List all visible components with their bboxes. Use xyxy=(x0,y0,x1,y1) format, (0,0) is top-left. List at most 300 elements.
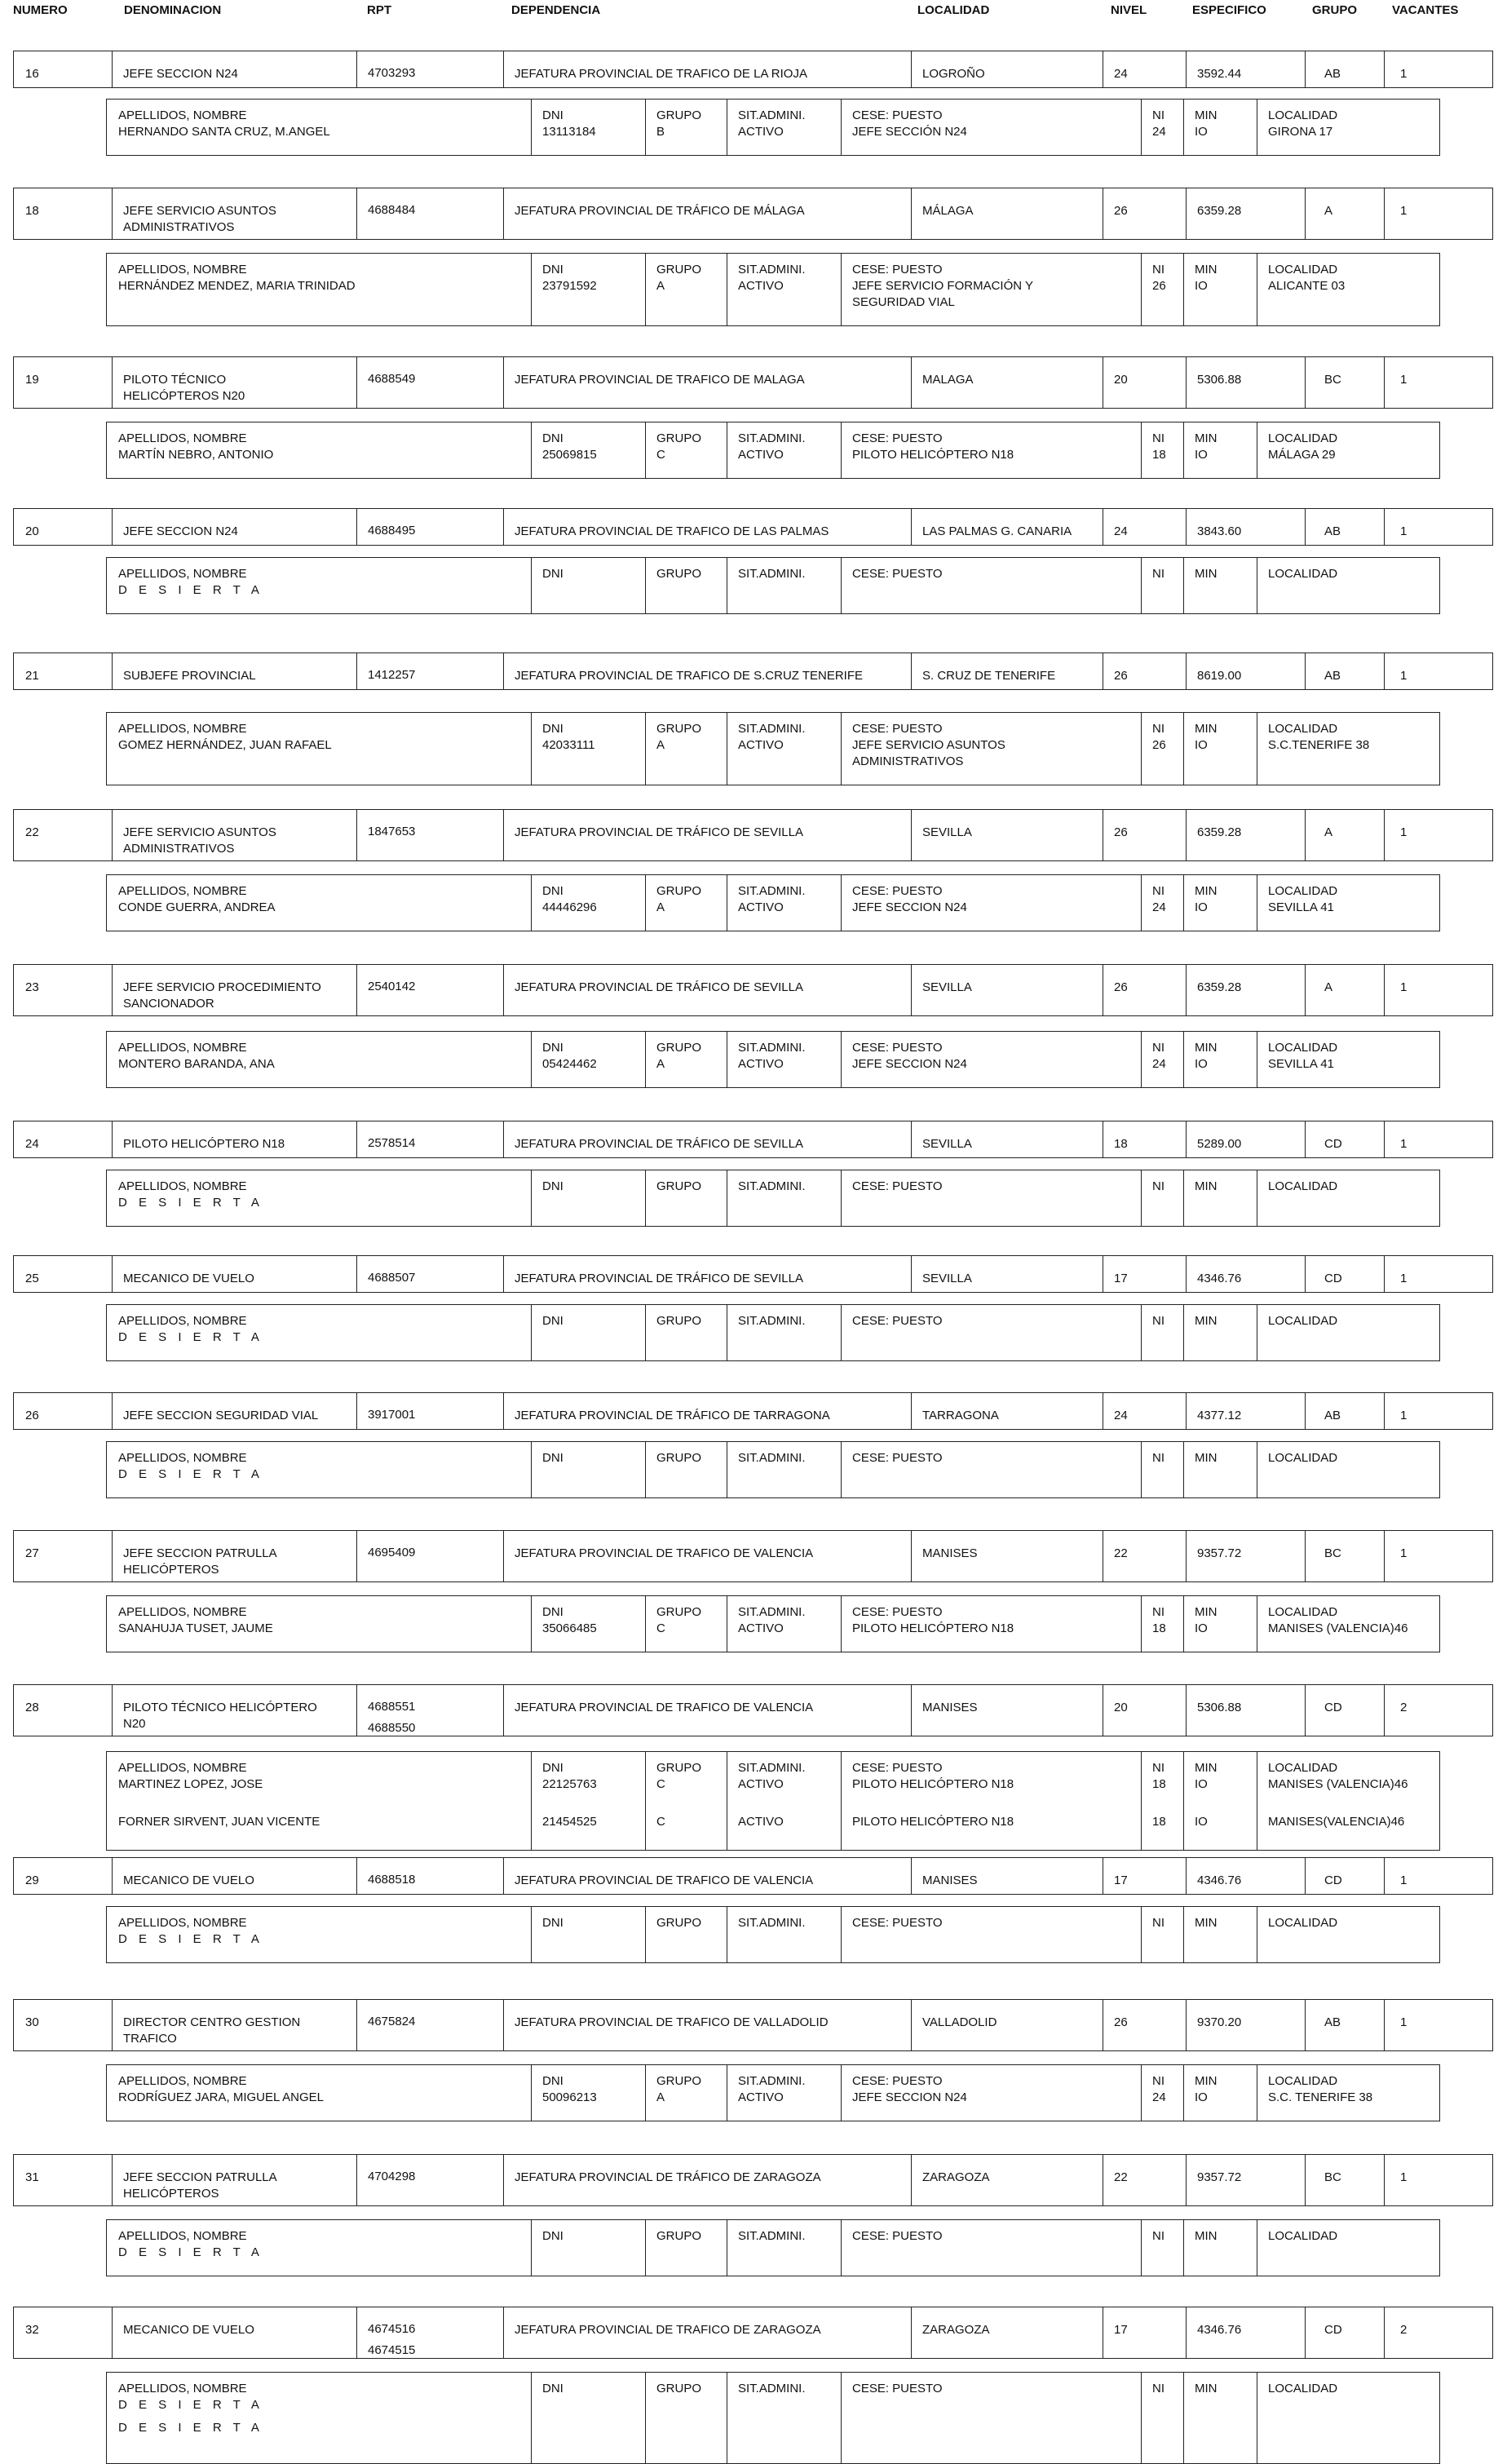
occupant-min: IO xyxy=(1195,738,1208,752)
position-grupo: AB xyxy=(1324,669,1341,683)
column-divider xyxy=(531,2065,532,2121)
column-divider xyxy=(911,188,912,239)
position-rpt: 4695409 xyxy=(368,1546,416,1559)
occupant-grupo: A xyxy=(656,279,665,293)
occ-header-sit: SIT.ADMINI. xyxy=(738,108,806,122)
position-rpt: 4688549 xyxy=(368,372,416,386)
position-especifico: 4346.76 xyxy=(1197,1873,1242,1887)
occupant-box xyxy=(106,1170,1440,1227)
position-dependencia: JEFATURA PROVINCIAL DE TRAFICO DE LA RIOJA xyxy=(515,67,807,81)
position-dependencia: JEFATURA PROVINCIAL DE TRÁFICO DE SEVILLA xyxy=(515,825,803,839)
occ-header-cese: CESE: PUESTO xyxy=(852,1314,943,1328)
position-number: 27 xyxy=(25,1546,39,1560)
header-vacantes: VACANTES xyxy=(1392,3,1459,17)
occ-header-min: MIN xyxy=(1195,1179,1218,1193)
position-grupo: AB xyxy=(1324,2015,1341,2029)
occ-header-localidad: LOCALIDAD xyxy=(1268,1314,1338,1328)
column-divider xyxy=(531,1442,532,1497)
occ-header-sit: SIT.ADMINI. xyxy=(738,2229,806,2243)
occ-header-grupo: GRUPO xyxy=(656,1761,702,1775)
occupant-name: SANAHUJA TUSET, JAUME xyxy=(118,1621,273,1635)
occupant-name: CONDE GUERRA, ANDREA xyxy=(118,900,276,914)
position-rpt: 4688507 xyxy=(368,1271,416,1285)
column-divider xyxy=(911,2155,912,2205)
position-dependencia: JEFATURA PROVINCIAL DE TRAFICO DE ZARAGOZA xyxy=(515,2323,821,2337)
occ-header-ni: NI xyxy=(1152,2229,1164,2243)
column-divider xyxy=(911,965,912,1015)
occ-header-grupo: GRUPO xyxy=(656,1041,702,1055)
occ-header-ni: NI xyxy=(1152,1916,1164,1930)
position-vacantes: 1 xyxy=(1400,669,1408,683)
occupant-cese: JEFE SECCION N24 xyxy=(852,900,967,914)
occ-header-apellidos: APELLIDOS, NOMBRE xyxy=(118,108,247,122)
occupant-box xyxy=(106,1441,1440,1498)
occ-header-min: MIN xyxy=(1195,884,1218,898)
position-denominacion: DIRECTOR CENTRO GESTION TRAFICO xyxy=(123,2015,301,2046)
occupant-sit: ACTIVO xyxy=(738,1815,784,1829)
column-divider xyxy=(911,1256,912,1292)
column-divider xyxy=(841,1170,842,1226)
position-row xyxy=(13,1857,1493,1895)
occupant-localidad: MANISES(VALENCIA)46 xyxy=(1268,1815,1405,1829)
occ-header-min: MIN xyxy=(1195,1041,1218,1055)
position-especifico: 4346.76 xyxy=(1197,2323,1242,2337)
occupant-ni: 26 xyxy=(1152,738,1166,752)
position-rpt: 4674516 4674515 xyxy=(368,2322,416,2357)
position-number: 18 xyxy=(25,204,39,218)
occ-header-dni: DNI xyxy=(542,1451,563,1465)
position-vacantes: 1 xyxy=(1400,2015,1408,2029)
occ-header-dni: DNI xyxy=(542,263,563,276)
occ-header-sit: SIT.ADMINI. xyxy=(738,1761,806,1775)
position-denominacion: JEFE SECCION SEGURIDAD VIAL xyxy=(123,1409,319,1422)
occupant-desierta: D E S I E R T A xyxy=(118,583,263,597)
position-row xyxy=(13,1999,1493,2051)
position-nivel: 24 xyxy=(1114,1409,1128,1422)
column-divider xyxy=(911,1531,912,1581)
position-especifico: 4377.12 xyxy=(1197,1409,1242,1422)
occ-header-min: MIN xyxy=(1195,1761,1218,1775)
occ-header-min: MIN xyxy=(1195,567,1218,581)
position-localidad: LAS PALMAS G. CANARIA xyxy=(922,524,1072,538)
occupant-cese: JEFE SERVICIO FORMACIÓN Y SEGURIDAD VIAL xyxy=(852,279,1033,309)
column-divider xyxy=(1305,51,1306,87)
position-row xyxy=(13,2307,1493,2359)
occupant-min: IO xyxy=(1195,1621,1208,1635)
position-nivel: 24 xyxy=(1114,67,1128,81)
position-rpt: 4688518 xyxy=(368,1873,416,1887)
position-nivel: 24 xyxy=(1114,524,1128,538)
header-grupo: GRUPO xyxy=(1312,3,1358,17)
occ-header-cese: CESE: PUESTO xyxy=(852,1916,943,1930)
header-rpt: RPT xyxy=(367,3,391,17)
column-divider xyxy=(503,1393,504,1429)
occ-header-apellidos: APELLIDOS, NOMBRE xyxy=(118,1916,247,1930)
column-divider xyxy=(1186,188,1187,239)
occupant-sit: ACTIVO xyxy=(738,1777,784,1791)
occ-header-grupo: GRUPO xyxy=(656,108,702,122)
occupant-name: FORNER SIRVENT, JUAN VICENTE xyxy=(118,1815,320,1829)
column-divider xyxy=(1384,1685,1385,1736)
position-vacantes: 1 xyxy=(1400,1137,1408,1151)
column-divider xyxy=(356,2000,357,2050)
occ-header-dni: DNI xyxy=(542,1916,563,1930)
column-divider xyxy=(1183,100,1184,155)
column-divider xyxy=(356,188,357,239)
occ-header-localidad: LOCALIDAD xyxy=(1268,1041,1338,1055)
column-divider xyxy=(1305,2155,1306,2205)
occ-header-cese: CESE: PUESTO xyxy=(852,263,943,276)
position-especifico: 6359.28 xyxy=(1197,980,1242,994)
occ-header-ni: NI xyxy=(1152,1451,1164,1465)
column-divider xyxy=(1141,2065,1142,2121)
occ-header-localidad: LOCALIDAD xyxy=(1268,1916,1338,1930)
position-especifico: 3592.44 xyxy=(1197,67,1242,81)
occ-header-ni: NI xyxy=(1152,722,1164,736)
column-divider xyxy=(1183,558,1184,613)
column-divider xyxy=(112,653,113,689)
occ-header-min: MIN xyxy=(1195,431,1218,445)
occupant-desierta: D E S I E R T A xyxy=(118,1932,263,1946)
column-divider xyxy=(531,1907,532,1962)
position-especifico: 5289.00 xyxy=(1197,1137,1242,1151)
occupant-sit: ACTIVO xyxy=(738,1621,784,1635)
column-divider xyxy=(841,2373,842,2463)
column-divider xyxy=(1186,1858,1187,1894)
occupant-grupo: C xyxy=(656,1621,665,1635)
column-divider xyxy=(1305,653,1306,689)
occ-header-apellidos: APELLIDOS, NOMBRE xyxy=(118,2074,247,2088)
occ-header-apellidos: APELLIDOS, NOMBRE xyxy=(118,1605,247,1619)
column-divider xyxy=(356,51,357,87)
position-especifico: 8619.00 xyxy=(1197,669,1242,683)
column-divider xyxy=(1141,558,1142,613)
occ-header-dni: DNI xyxy=(542,1605,563,1619)
column-divider xyxy=(1186,1685,1187,1736)
column-divider xyxy=(911,1393,912,1429)
occupant-grupo: A xyxy=(656,900,665,914)
column-divider xyxy=(841,1596,842,1652)
occupant-desierta: D E S I E R T A xyxy=(118,2398,263,2412)
occupant-min: IO xyxy=(1195,1777,1208,1791)
occ-header-cese: CESE: PUESTO xyxy=(852,1041,943,1055)
occupant-cese: JEFE SECCIÓN N24 xyxy=(852,125,967,139)
header-especifico: ESPECIFICO xyxy=(1192,3,1266,17)
position-nivel: 20 xyxy=(1114,1701,1128,1714)
occ-header-localidad: LOCALIDAD xyxy=(1268,1761,1338,1775)
occ-header-apellidos: APELLIDOS, NOMBRE xyxy=(118,2229,247,2243)
occ-header-min: MIN xyxy=(1195,108,1218,122)
column-divider xyxy=(503,1858,504,1894)
occ-header-grupo: GRUPO xyxy=(656,431,702,445)
occ-header-dni: DNI xyxy=(542,1179,563,1193)
column-divider xyxy=(1141,2373,1142,2463)
column-divider xyxy=(645,558,646,613)
occ-header-ni: NI xyxy=(1152,108,1164,122)
occ-header-cese: CESE: PUESTO xyxy=(852,1179,943,1193)
column-divider xyxy=(1186,1256,1187,1292)
column-divider xyxy=(503,188,504,239)
occupant-ni: 24 xyxy=(1152,125,1166,139)
occ-header-ni: NI xyxy=(1152,2382,1164,2395)
column-divider xyxy=(503,2307,504,2358)
occupant-box xyxy=(106,557,1440,614)
column-divider xyxy=(356,1685,357,1736)
column-divider xyxy=(841,1032,842,1087)
column-divider xyxy=(1141,1907,1142,1962)
position-localidad: SEVILLA xyxy=(922,1272,972,1285)
position-dependencia: JEFATURA PROVINCIAL DE TRÁFICO DE MÁLAGA xyxy=(515,204,805,218)
occupant-box xyxy=(106,253,1440,326)
occ-header-localidad: LOCALIDAD xyxy=(1268,1179,1338,1193)
position-row xyxy=(13,652,1493,690)
column-divider xyxy=(1384,810,1385,860)
occupant-cese: PILOTO HELICÓPTERO N18 xyxy=(852,448,1014,462)
position-dependencia: JEFATURA PROVINCIAL DE TRAFICO DE VALENCIA xyxy=(515,1873,814,1887)
position-nivel: 26 xyxy=(1114,2015,1128,2029)
position-denominacion: JEFE SECCION PATRULLA HELICÓPTEROS xyxy=(123,1546,277,1577)
position-localidad: MANISES xyxy=(922,1546,978,1560)
column-divider xyxy=(1183,1752,1184,1850)
occ-header-sit: SIT.ADMINI. xyxy=(738,1179,806,1193)
occupant-sit: ACTIVO xyxy=(738,1057,784,1071)
column-divider xyxy=(503,1256,504,1292)
position-vacantes: 2 xyxy=(1400,2323,1408,2337)
column-divider xyxy=(503,965,504,1015)
position-dependencia: JEFATURA PROVINCIAL DE TRAFICO DE S.CRUZ TENERIFE xyxy=(515,669,864,683)
position-nivel: 17 xyxy=(1114,2323,1128,2337)
occupant-name: RODRÍGUEZ JARA, MIGUEL ANGEL xyxy=(118,2090,324,2104)
occupant-desierta: D E S I E R T A xyxy=(118,1330,263,1344)
position-row xyxy=(13,809,1493,861)
position-number: 31 xyxy=(25,2170,39,2184)
position-rpt: 1412257 xyxy=(368,668,416,682)
column-divider xyxy=(1384,1121,1385,1157)
occupant-localidad: S.C.TENERIFE 38 xyxy=(1268,738,1370,752)
occ-header-apellidos: APELLIDOS, NOMBRE xyxy=(118,1041,247,1055)
column-divider xyxy=(911,2000,912,2050)
column-divider xyxy=(1183,1907,1184,1962)
column-divider xyxy=(645,422,646,478)
occupant-desierta: D E S I E R T A xyxy=(118,2245,263,2259)
occ-header-sit: SIT.ADMINI. xyxy=(738,1916,806,1930)
occupant-grupo: C xyxy=(656,1815,665,1829)
column-divider xyxy=(1186,1393,1187,1429)
column-divider xyxy=(356,509,357,545)
occupant-ni: 18 xyxy=(1152,1777,1166,1791)
position-denominacion: SUBJEFE PROVINCIAL xyxy=(123,669,256,683)
column-divider xyxy=(1141,1442,1142,1497)
occupant-localidad: ALICANTE 03 xyxy=(1268,279,1346,293)
occupant-box xyxy=(106,2219,1440,2276)
occupant-grupo: C xyxy=(656,1777,665,1791)
occupant-name: MONTERO BARANDA, ANA xyxy=(118,1057,275,1071)
position-dependencia: JEFATURA PROVINCIAL DE TRÁFICO DE ZARAGOZA xyxy=(515,2170,821,2184)
column-divider xyxy=(531,100,532,155)
occupant-box xyxy=(106,1595,1440,1652)
position-localidad: SEVILLA xyxy=(922,980,972,994)
column-divider xyxy=(1183,1170,1184,1226)
column-divider xyxy=(911,2307,912,2358)
column-divider xyxy=(1141,1032,1142,1087)
column-divider xyxy=(356,810,357,860)
occ-header-ni: NI xyxy=(1152,1605,1164,1619)
column-divider xyxy=(112,1393,113,1429)
position-grupo: CD xyxy=(1324,2323,1342,2337)
column-divider xyxy=(1384,2155,1385,2205)
occupant-sit: ACTIVO xyxy=(738,125,784,139)
position-number: 28 xyxy=(25,1701,39,1714)
column-divider xyxy=(1186,653,1187,689)
position-denominacion: JEFE SERVICIO ASUNTOS ADMINISTRATIVOS xyxy=(123,204,276,234)
column-divider xyxy=(531,1032,532,1087)
occupant-box xyxy=(106,2064,1440,2121)
position-dependencia: JEFATURA PROVINCIAL DE TRÁFICO DE SEVILLA xyxy=(515,1272,803,1285)
occupant-cese: PILOTO HELICÓPTERO N18 xyxy=(852,1621,1014,1635)
occupant-min: IO xyxy=(1195,448,1208,462)
occ-header-min: MIN xyxy=(1195,1451,1218,1465)
position-especifico: 4346.76 xyxy=(1197,1272,1242,1285)
position-number: 32 xyxy=(25,2323,39,2337)
occ-header-ni: NI xyxy=(1152,567,1164,581)
column-divider xyxy=(356,1121,357,1157)
position-especifico: 6359.28 xyxy=(1197,825,1242,839)
position-number: 19 xyxy=(25,373,39,387)
occ-header-ni: NI xyxy=(1152,884,1164,898)
occ-header-grupo: GRUPO xyxy=(656,263,702,276)
position-denominacion: JEFE SECCION PATRULLA HELICÓPTEROS xyxy=(123,2170,277,2201)
occ-header-grupo: GRUPO xyxy=(656,722,702,736)
occ-header-cese: CESE: PUESTO xyxy=(852,431,943,445)
occupant-name: MARTÍN NEBRO, ANTONIO xyxy=(118,448,274,462)
occupant-cese: JEFE SECCION N24 xyxy=(852,2090,967,2104)
column-divider xyxy=(841,422,842,478)
occ-header-ni: NI xyxy=(1152,1761,1164,1775)
position-especifico: 5306.88 xyxy=(1197,1701,1242,1714)
occupant-ni: 26 xyxy=(1152,279,1166,293)
column-divider xyxy=(841,558,842,613)
column-divider xyxy=(1305,1531,1306,1581)
column-divider xyxy=(1186,2307,1187,2358)
position-row xyxy=(13,508,1493,546)
position-grupo: CD xyxy=(1324,1272,1342,1285)
occupant-sit: ACTIVO xyxy=(738,900,784,914)
occupant-grupo: A xyxy=(656,1057,665,1071)
occ-header-apellidos: APELLIDOS, NOMBRE xyxy=(118,722,247,736)
occupant-localidad: MANISES (VALENCIA)46 xyxy=(1268,1621,1408,1635)
column-divider xyxy=(841,875,842,931)
position-denominacion: JEFE SECCION N24 xyxy=(123,67,238,81)
occ-header-cese: CESE: PUESTO xyxy=(852,884,943,898)
occupant-sit: ACTIVO xyxy=(738,279,784,293)
column-divider xyxy=(1384,2307,1385,2358)
occupant-ni: 18 xyxy=(1152,1621,1166,1635)
position-dependencia: JEFATURA PROVINCIAL DE TRÁFICO DE SEVILLA xyxy=(515,1137,803,1151)
column-divider xyxy=(911,357,912,408)
column-divider xyxy=(1384,1393,1385,1429)
occupant-box xyxy=(106,712,1440,785)
position-vacantes: 1 xyxy=(1400,980,1408,994)
column-divider xyxy=(1186,2155,1187,2205)
column-divider xyxy=(1305,357,1306,408)
column-divider xyxy=(1183,1442,1184,1497)
position-denominacion: PILOTO TÉCNICO HELICÓPTERO N20 xyxy=(123,1701,317,1731)
occupant-box xyxy=(106,1906,1440,1963)
occ-header-dni: DNI xyxy=(542,567,563,581)
column-divider xyxy=(841,1907,842,1962)
column-divider xyxy=(911,1685,912,1736)
occ-header-dni: DNI xyxy=(542,884,563,898)
column-divider xyxy=(112,1858,113,1894)
position-grupo: CD xyxy=(1324,1701,1342,1714)
position-vacantes: 1 xyxy=(1400,373,1408,387)
column-divider xyxy=(911,810,912,860)
column-divider xyxy=(356,357,357,408)
column-divider xyxy=(1183,1305,1184,1360)
occ-header-sit: SIT.ADMINI. xyxy=(738,884,806,898)
occ-header-ni: NI xyxy=(1152,431,1164,445)
position-dependencia: JEFATURA PROVINCIAL DE TRAFICO DE MALAGA xyxy=(515,373,805,387)
column-divider xyxy=(1384,2000,1385,2050)
occ-header-grupo: GRUPO xyxy=(656,884,702,898)
column-divider xyxy=(1186,2000,1187,2050)
column-divider xyxy=(356,653,357,689)
column-divider xyxy=(1186,810,1187,860)
column-divider xyxy=(1305,1121,1306,1157)
column-divider xyxy=(1183,1032,1184,1087)
column-divider xyxy=(841,1442,842,1497)
column-divider xyxy=(1186,357,1187,408)
occ-header-cese: CESE: PUESTO xyxy=(852,2074,943,2088)
column-divider xyxy=(1186,1121,1187,1157)
occupant-cese: JEFE SECCION N24 xyxy=(852,1057,967,1071)
occ-header-grupo: GRUPO xyxy=(656,2229,702,2243)
occ-header-sit: SIT.ADMINI. xyxy=(738,431,806,445)
column-divider xyxy=(531,558,532,613)
occupant-name: MARTINEZ LOPEZ, JOSE xyxy=(118,1777,263,1791)
occ-header-cese: CESE: PUESTO xyxy=(852,567,943,581)
occ-header-min: MIN xyxy=(1195,263,1218,276)
position-especifico: 6359.28 xyxy=(1197,204,1242,218)
position-vacantes: 1 xyxy=(1400,67,1408,81)
position-vacantes: 1 xyxy=(1400,524,1408,538)
column-divider xyxy=(531,254,532,325)
column-divider xyxy=(1141,1596,1142,1652)
column-divider xyxy=(1305,1393,1306,1429)
column-divider xyxy=(503,509,504,545)
column-divider xyxy=(645,713,646,785)
position-row xyxy=(13,51,1493,88)
occ-header-apellidos: APELLIDOS, NOMBRE xyxy=(118,884,247,898)
position-nivel: 17 xyxy=(1114,1272,1128,1285)
occ-header-grupo: GRUPO xyxy=(656,2074,702,2088)
occupant-cese: JEFE SERVICIO ASUNTOS ADMINISTRATIVOS xyxy=(852,738,1005,768)
position-number: 21 xyxy=(25,669,39,683)
column-divider xyxy=(112,810,113,860)
column-divider xyxy=(1186,51,1187,87)
column-divider xyxy=(1141,1752,1142,1850)
column-divider xyxy=(503,2155,504,2205)
position-grupo: A xyxy=(1324,980,1333,994)
occupant-box xyxy=(106,1031,1440,1088)
column-divider xyxy=(1183,713,1184,785)
position-denominacion: JEFE SERVICIO ASUNTOS ADMINISTRATIVOS xyxy=(123,825,276,856)
occupant-dni: 25069815 xyxy=(542,448,597,462)
position-number: 20 xyxy=(25,524,39,538)
column-divider xyxy=(356,2155,357,2205)
column-divider xyxy=(503,51,504,87)
position-rpt: 3917001 xyxy=(368,1408,416,1422)
